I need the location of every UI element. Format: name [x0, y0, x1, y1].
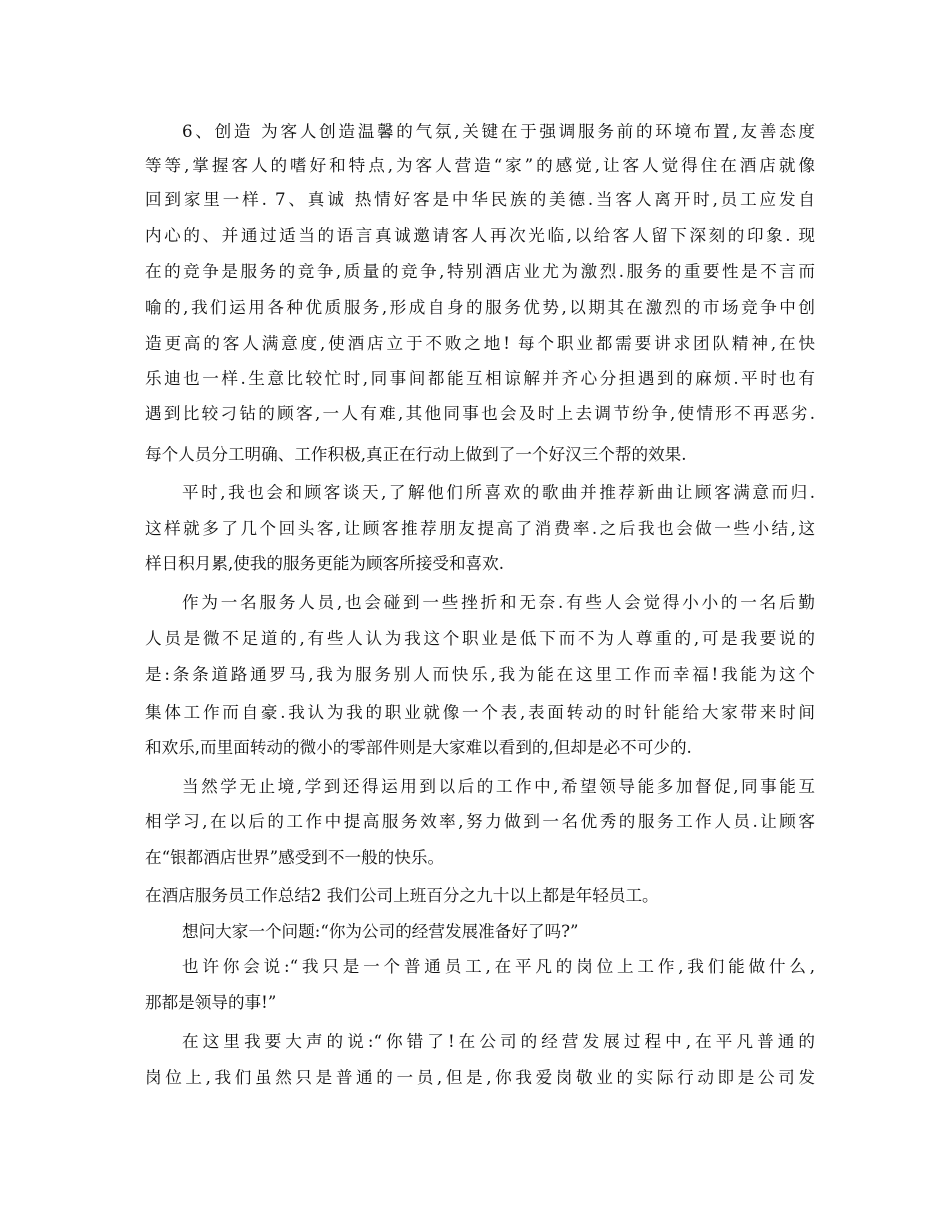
text-line: 回到家里一样. 7、真诚 热情好客是中华民族的美德.当客人离开时,员工应发自 [145, 190, 815, 209]
text-line: 内心的、并通过适当的语言真诚邀请客人再次光临,以给客人留下深刻的印象. 现 [145, 226, 815, 245]
text-line: 作为一名服务人员,也会碰到一些挫折和无奈.有些人会觉得小小的一名后勤 [182, 593, 815, 612]
text-line: 那都是领导的事!” [145, 993, 277, 1012]
text-line: 等等,掌握客人的嗜好和特点,为客人营造“家”的感觉,让客人觉得住在酒店就像 [145, 156, 815, 175]
text-line: 每个人员分工明确、工作积极,真正在行动上做到了一个好汉三个帮的效果. [145, 445, 687, 464]
text-line: 和欢乐,而里面转动的微小的零部件则是大家难以看到的,但却是必不可少的. [145, 738, 692, 757]
text-line: 造更高的客人满意度,使酒店立于不败之地! 每个职业都需要讲求团队精神,在快 [145, 334, 815, 353]
text-line: 在这里我要大声的说:“你错了!在公司的经营发展过程中,在平凡普通的 [182, 1032, 815, 1051]
text-line: 样日积月累,使我的服务更能为顾客所接受和喜欢. [145, 554, 505, 573]
text-line: 当然学无止境,学到还得运用到以后的工作中,希望领导能多加督促,同事能互 [182, 777, 815, 796]
text-line: 想问大家一个问题:“你为公司的经营发展准备好了吗?” [182, 922, 579, 941]
text-line: 也许你会说:“我只是一个普通员工,在平凡的岗位上工作,我们能做什么, [182, 957, 815, 976]
text-line: 平时,我也会和顾客谈天,了解他们所喜欢的歌曲并推荐新曲让顾客满意而归. [182, 483, 815, 502]
text-line: 遇到比较刁钻的顾客,一人有难,其他同事也会及时上去调节纷争,使情形不再恶劣. [145, 404, 815, 423]
text-line: 是:条条道路通罗马,我为服务别人而快乐,我为能在这里工作而幸福!我能为这个 [145, 665, 815, 684]
text-line: 喻的,我们运用各种优质服务,形成自身的服务优势,以期其在激烈的市场竞争中创 [145, 298, 815, 317]
text-line: 人员是微不足道的,有些人认为我这个职业是低下而不为人尊重的,可是我要说的 [145, 629, 815, 648]
text-line: 相学习,在以后的工作中提高服务效率,努力做到一名优秀的服务工作人员.让顾客 [145, 812, 815, 831]
text-line: 岗位上,我们虽然只是普通的一员,但是,你我爱岗敬业的实际行动即是公司发 [145, 1068, 815, 1087]
text-line: 这样就多了几个回头客,让顾客推荐朋友提高了消费率.之后我也会做一些小结,这 [145, 519, 815, 538]
text-line: 在“银都酒店世界”感受到不一般的快乐。 [145, 848, 445, 867]
text-line: 6、创造 为客人创造温馨的气氛,关键在于强调服务前的环境布置,友善态度 [182, 122, 815, 141]
text-line: 集体工作而自豪.我认为我的职业就像一个表,表面转动的时针能给大家带来时间 [145, 703, 815, 722]
text-line: 在酒店服务员工作总结2 我们公司上班百分之九十以上都是年轻员工。 [145, 886, 659, 905]
text-line: 乐迪也一样.生意比较忙时,同事间都能互相谅解并齐心分担遇到的麻烦.平时也有 [145, 369, 815, 388]
text-line: 在的竞争是服务的竞争,质量的竞争,特别酒店业尤为激烈.服务的重要性是不言而 [145, 262, 815, 281]
